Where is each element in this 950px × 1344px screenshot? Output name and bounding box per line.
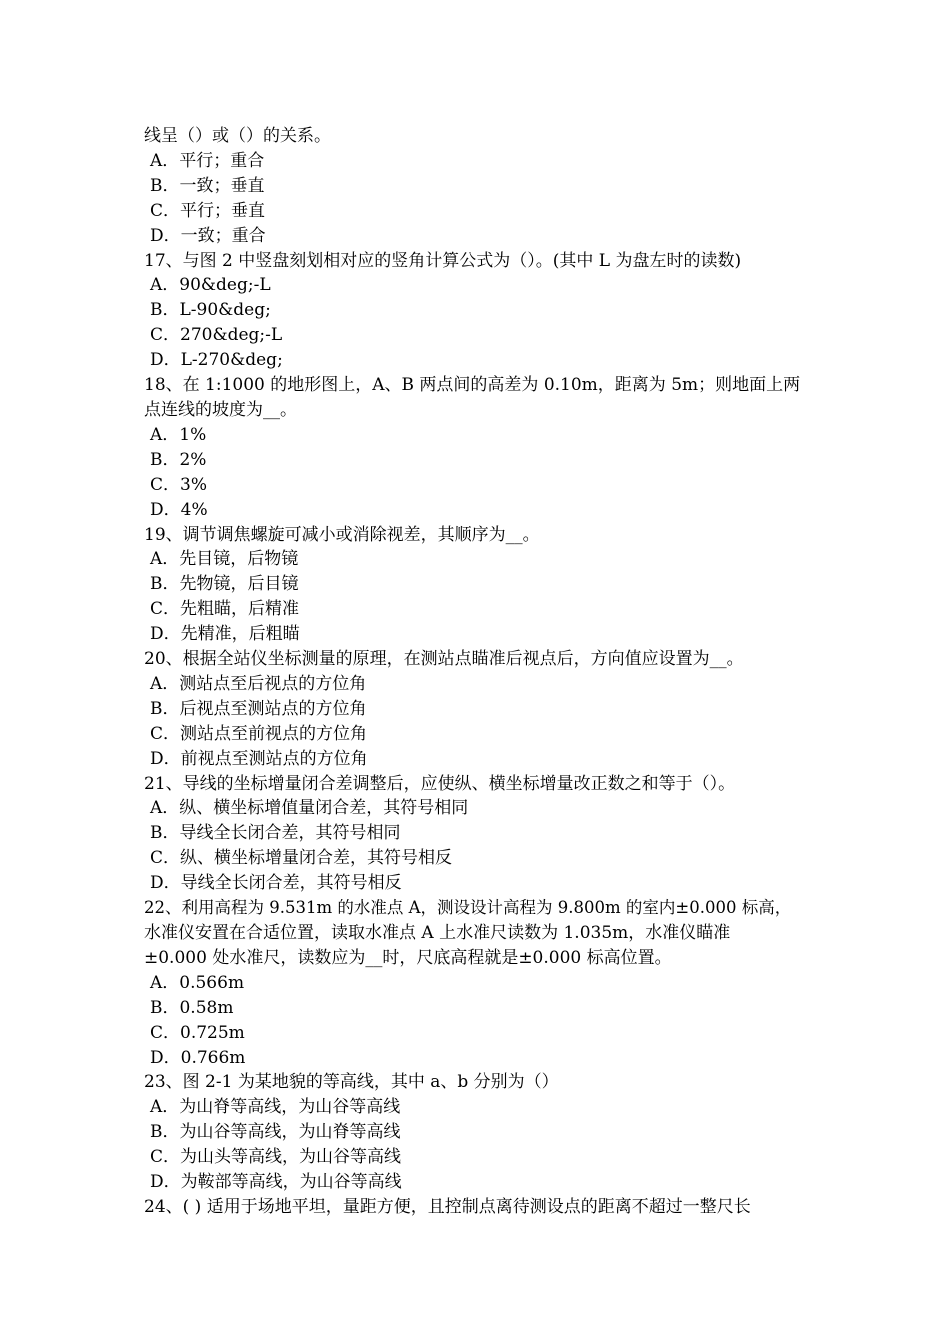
option-c: C．0.725m (150, 1022, 245, 1043)
option-d: D．4% (150, 499, 208, 520)
question-22: 22、利用高程为 9.531m 的水准点 A，测设设计高程为 9.800m 的室内±0.000 标高， (144, 898, 792, 918)
question-18: 18、在 1:1000 的地形图上，A、B 两点间的高差为 0.10m，距离为 5m；则地面上两 (144, 375, 801, 396)
option-b: B．后视点至测站点的方位角 (150, 698, 367, 719)
text-line: 线呈（）或（）的关系。 (144, 126, 331, 146)
option-c: C．先粗瞄，后精准 (150, 599, 300, 620)
question-22-cont: 水准仪安置在合适位置，读取水准点 A 上水准尺读数为 1.035m，水准仪瞄准 (144, 923, 731, 943)
option-a: A．测站点至后视点的方位角 (150, 673, 367, 694)
option-c: C．3% (150, 474, 207, 495)
question-24: 24、( ) 适用于场地平坦，量距方便，且控制点离待测设点的距离不超过一整尺长 (144, 1196, 751, 1217)
option-a: A．1% (150, 424, 207, 445)
question-21: 21、导线的坐标增量闭合差调整后，应使纵、横坐标增量改正数之和等于（）。 (144, 773, 736, 794)
option-b: B．L-90&deg; (150, 300, 271, 321)
question-22-cont: ±0.000 处水准尺，读数应为__时，尺底高程就是±0.000 标高位置。 (144, 947, 672, 968)
option-a: A．为山脊等高线，为山谷等高线 (150, 1097, 401, 1118)
option-d: D．L-270&deg; (150, 350, 283, 371)
option-d: D．导线全长闭合差，其符号相反 (150, 873, 402, 894)
option-d: D．前视点至测站点的方位角 (150, 748, 368, 769)
question-18-cont: 点连线的坡度为__。 (144, 399, 297, 420)
option-b: B．为山谷等高线，为山脊等高线 (150, 1122, 401, 1143)
option-a: A．90&deg;-L (150, 275, 271, 296)
option-a: A．0.566m (150, 972, 245, 993)
option-c: C．平行；垂直 (150, 200, 266, 221)
option-b: B．导线全长闭合差，其符号相同 (150, 823, 401, 844)
option-b: B．0.58m (150, 997, 234, 1018)
option-a: A．先目镜，后物镜 (150, 549, 299, 570)
document-body (144, 124, 809, 1220)
option-a: A．纵、横坐标增值量闭合差，其符号相同 (150, 798, 469, 819)
option-b: B．先物镜，后目镜 (150, 574, 299, 595)
option-d: D．先精准，后粗瞄 (150, 624, 300, 645)
option-a: A．平行；重合 (150, 150, 265, 171)
option-d: D．一致；重合 (150, 225, 266, 246)
option-c: C．测站点至前视点的方位角 (150, 723, 368, 744)
question-20: 20、根据全站仪坐标测量的原理，在测站点瞄准后视点后，方向值应设置为__。 (144, 649, 744, 670)
question-17: 17、与图 2 中竖盘刻划相对应的竖角计算公式为（）。(其中 L 为盘左时的读数) (144, 250, 742, 271)
option-c: C．为山头等高线，为山谷等高线 (150, 1147, 402, 1168)
option-d: D．0.766m (150, 1047, 246, 1068)
option-d: D．为鞍部等高线，为山谷等高线 (150, 1172, 402, 1193)
question-19: 19、调节调焦螺旋可减小或消除视差，其顺序为__。 (144, 524, 540, 545)
option-c: C．270&deg;-L (150, 325, 283, 346)
question-23: 23、图 2-1 为某地貌的等高线，其中 a、b 分别为（） (144, 1072, 559, 1093)
option-c: C．纵、横坐标增量闭合差，其符号相反 (150, 848, 453, 869)
option-b: B．一致；垂直 (150, 175, 265, 196)
option-b: B．2% (150, 449, 207, 470)
